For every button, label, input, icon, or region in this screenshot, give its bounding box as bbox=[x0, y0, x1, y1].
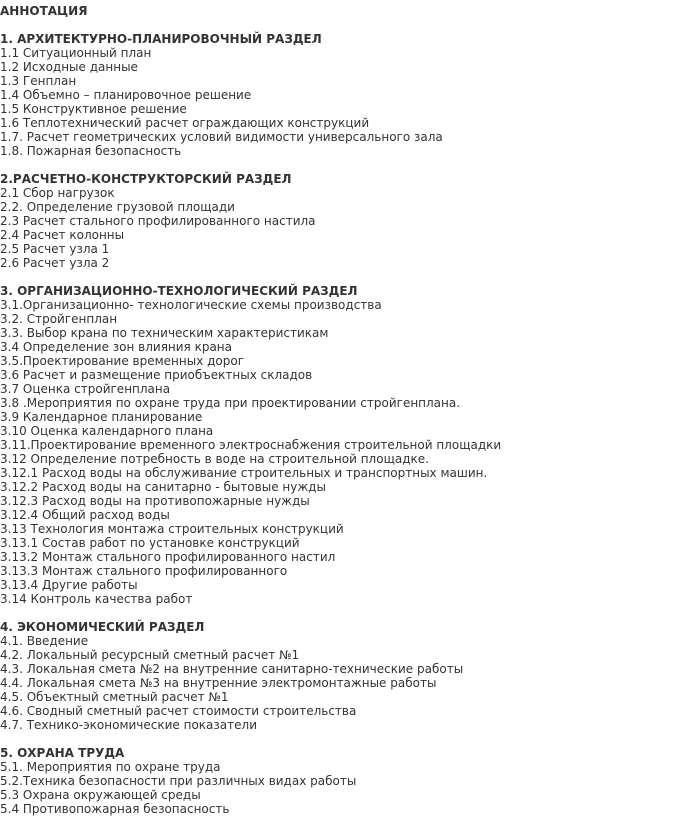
list-item: 1.1 Ситуационный план bbox=[0, 46, 152, 60]
list-item: 3.12.4 Общий расход воды bbox=[0, 508, 170, 522]
document bbox=[0, 4, 700, 830]
section-heading: 4. ЭКОНОМИЧЕСКИЙ РАЗДЕЛ bbox=[0, 620, 205, 634]
list-item: 5.1. Мероприятия по охране труда bbox=[0, 760, 221, 774]
section-items bbox=[0, 760, 700, 816]
list-item: 3.10 Оценка календарного плана bbox=[0, 424, 214, 438]
list-item: 1.2 Исходные данные bbox=[0, 60, 138, 74]
list-item: 5.4 Противопожарная безопасность bbox=[0, 802, 230, 816]
list-item: 4.6. Сводный сметный расчет стоимости строительства bbox=[0, 704, 357, 718]
list-item: 3.13.3 Монтаж стального профилированного bbox=[0, 564, 288, 578]
list-item: 4.1. Введение bbox=[0, 634, 89, 648]
section-structural bbox=[0, 172, 700, 270]
section-items bbox=[0, 46, 700, 158]
list-item: 1.6 Теплотехнический расчет ограждающих конструкций bbox=[0, 116, 370, 130]
list-item: 5.3 Охрана окружающей среды bbox=[0, 788, 201, 802]
section-architectural bbox=[0, 32, 700, 158]
list-item: 5.2.Техника безопасности при различных видах работы bbox=[0, 774, 357, 788]
section-items bbox=[0, 186, 700, 270]
section-economic bbox=[0, 620, 700, 732]
list-item: 3.6 Расчет и размещение приобъектных складов bbox=[0, 368, 313, 382]
list-item: 1.3 Генплан bbox=[0, 74, 77, 88]
list-item: 3.14 Контроль качества работ bbox=[0, 592, 193, 606]
list-item: 3.13.4 Другие работы bbox=[0, 578, 138, 592]
list-item: 2.1 Сбор нагрузок bbox=[0, 186, 115, 200]
list-item: 3.2. Стройгенплан bbox=[0, 312, 118, 326]
section-heading: 2.РАСЧЕТНО-КОНСТРУКТОРСКИЙ РАЗДЕЛ bbox=[0, 172, 292, 186]
list-item: 1.4 Объемно – планировочное решение bbox=[0, 88, 252, 102]
section-items bbox=[0, 298, 700, 606]
list-item: 4.3. Локальная смета №2 на внутренние санитарно-технические работы bbox=[0, 662, 464, 676]
list-item: 3.13 Технология монтажа строительных конструкций bbox=[0, 522, 344, 536]
list-item: 1.7. Расчет геометрических условий видимости универсального зала bbox=[0, 130, 443, 144]
list-item: 3.4 Определение зон влияния крана bbox=[0, 340, 233, 354]
list-item: 3.13.2 Монтаж стального профилированного настил bbox=[0, 550, 336, 564]
section-heading: 1. АРХИТЕКТУРНО-ПЛАНИРОВОЧНЫЙ РАЗДЕЛ bbox=[0, 32, 322, 46]
list-item: 3.1.Организационно- технологические схемы производства bbox=[0, 298, 382, 312]
list-item: 3.12.1 Расход воды на обслуживание строительных и транспортных машин. bbox=[0, 466, 488, 480]
list-item: 4.7. Технико-экономические показатели bbox=[0, 718, 257, 732]
list-item: 2.4 Расчет колонны bbox=[0, 228, 125, 242]
list-item: 4.2. Локальный ресурсный сметный расчет №1 bbox=[0, 648, 300, 662]
section-organizational bbox=[0, 284, 700, 606]
list-item: 1.5 Конструктивное решение bbox=[0, 102, 187, 116]
list-item: 4.5. Объектный сметный расчет №1 bbox=[0, 690, 229, 704]
list-item: 2.2. Определение грузовой площади bbox=[0, 200, 235, 214]
list-item: 3.13.1 Состав работ по установке конструкций bbox=[0, 536, 300, 550]
list-item: 3.3. Выбор крана по техническим характеристикам bbox=[0, 326, 329, 340]
section-items bbox=[0, 634, 700, 732]
list-item: 3.12.3 Расход воды на противопожарные нужды bbox=[0, 494, 310, 508]
list-item: 3.9 Календарное планирование bbox=[0, 410, 203, 424]
list-item: 2.5 Расчет узла 1 bbox=[0, 242, 110, 256]
section-heading: 3. ОРГАНИЗАЦИОННО-ТЕХНОЛОГИЧЕСКИЙ РАЗДЕЛ bbox=[0, 284, 358, 298]
list-item: 2.3 Расчет стального профилированного настила bbox=[0, 214, 316, 228]
document-title: АННОТАЦИЯ bbox=[0, 4, 88, 18]
section-labor-safety bbox=[0, 746, 700, 816]
list-item: 3.8 .Мероприятия по охране труда при проектировании стройгенплана. bbox=[0, 396, 461, 410]
section-heading: 5. ОХРАНА ТРУДА bbox=[0, 746, 125, 760]
list-item: 3.12.2 Расход воды на санитарно - бытовые нужды bbox=[0, 480, 326, 494]
list-item: 3.12 Определение потребность в воде на строительной площадке. bbox=[0, 452, 429, 466]
list-item: 3.5.Проектирование временных дорог bbox=[0, 354, 245, 368]
list-item: 3.7 Оценка стройгенплана bbox=[0, 382, 171, 396]
list-item: 2.6 Расчет узла 2 bbox=[0, 256, 110, 270]
list-item: 3.11.Проектирование временного электроснабжения строительной площадки bbox=[0, 438, 502, 452]
list-item: 4.4. Локальная смета №3 на внутренние электромонтажные работы bbox=[0, 676, 437, 690]
list-item: 1.8. Пожарная безопасность bbox=[0, 144, 182, 158]
